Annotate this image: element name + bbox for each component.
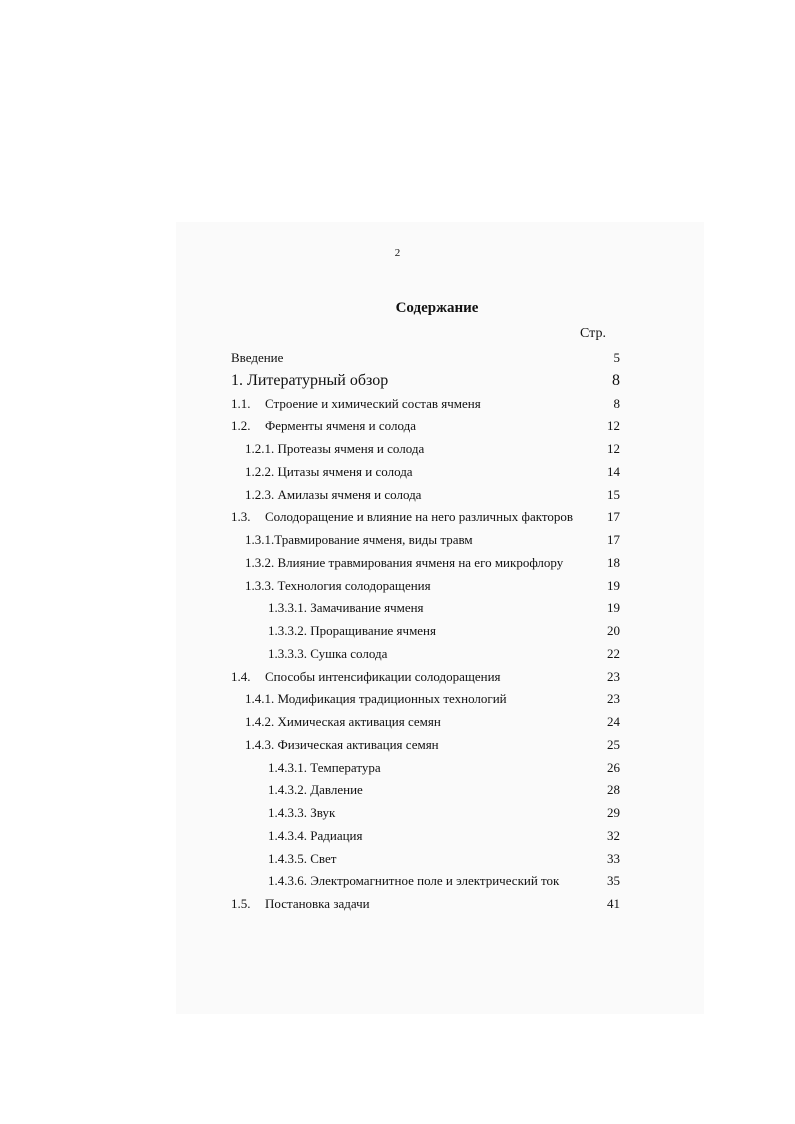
toc-entry-title: 1.4.3.4. Радиация — [268, 827, 363, 843]
toc-entry-page: 18 — [607, 554, 620, 570]
toc-entry-title: Строение и химический состав ячменя — [265, 395, 481, 411]
toc-entry — [0, 621, 795, 641]
toc-entry-title: 1.3.3.2. Проращивание ячменя — [268, 623, 436, 638]
toc-entry-title: Способы интенсификации солодоращения — [265, 668, 501, 684]
toc-entry-page: 22 — [607, 645, 620, 661]
toc-entry — [0, 371, 795, 391]
toc-entry-page: 29 — [607, 805, 620, 820]
toc-entry-title: Введение — [231, 350, 284, 365]
toc-entry-title: 1.4.3.3. Звук — [268, 805, 336, 820]
toc-entry — [0, 667, 795, 687]
toc-entry — [0, 644, 795, 664]
toc-entry-title: 1.4.3.6. Электромагнитное поле и электрический ток — [268, 873, 560, 889]
toc-entry — [0, 735, 795, 755]
toc-entry-title: 1.3.3.1. Замачивание ячменя — [268, 600, 424, 616]
toc-entry-title: 1.4.1. Модификация традиционных технологий — [245, 691, 507, 707]
toc-entry-number: 1.4. — [231, 668, 251, 684]
toc-entry — [0, 394, 795, 414]
toc-entry-page: 23 — [607, 691, 620, 707]
toc-entry-page: 5 — [613, 350, 620, 365]
toc-entry-title: 1.4.3.1. Температура — [268, 759, 381, 775]
toc-entry — [0, 416, 795, 436]
toc-entry-page: 17 — [607, 532, 620, 547]
toc-entry — [0, 348, 795, 368]
toc-entry-page: 26 — [607, 759, 620, 775]
toc-entry-page: 14 — [607, 463, 620, 479]
toc-entry — [0, 894, 795, 914]
toc-entry-page: 12 — [607, 418, 620, 434]
toc-entry-page: 32 — [607, 827, 620, 843]
toc-entry — [0, 780, 795, 800]
toc-entry-number: 1.1. — [231, 395, 251, 411]
toc-entry-page: 19 — [607, 600, 620, 616]
toc-entry-title: 1.3.1.Травмирование ячменя, виды травм — [245, 532, 473, 547]
toc-entry — [0, 871, 795, 891]
toc-entry-page: 8 — [613, 395, 620, 411]
toc-entry-number: 1.2. — [231, 418, 251, 434]
toc-entry-page: 28 — [607, 782, 620, 798]
toc-entry — [0, 849, 795, 869]
toc-entry — [0, 553, 795, 573]
page-title: Содержание — [395, 300, 479, 316]
toc-entry-page: 41 — [607, 896, 620, 911]
toc-entry-title: 1.3.3. Технология солодоращения — [245, 577, 431, 593]
toc-entry-title: 1.2.3. Амилазы ячменя и солода — [245, 486, 422, 502]
toc-entry-title: 1.4.3.5. Свет — [268, 850, 337, 866]
toc-entry-title: 1. Литературный обзор — [231, 371, 389, 389]
toc-entry — [0, 712, 795, 732]
toc-entry-number: 1.3. — [231, 509, 251, 525]
toc-entry-page: 25 — [607, 736, 620, 752]
toc-entry — [0, 689, 795, 709]
toc-entry-page: 8 — [612, 371, 620, 389]
toc-entry-title: 1.2.2. Цитазы ячменя и солода — [245, 463, 413, 479]
toc-entry-title: Постановка задачи — [265, 896, 370, 911]
toc-entry-title: 1.4.3.2. Давление — [268, 782, 363, 798]
page-column-label: Стр. — [580, 326, 606, 341]
toc-entry-page: 20 — [607, 623, 620, 638]
toc-entry — [0, 826, 795, 846]
toc-entry-page: 23 — [607, 668, 620, 684]
toc-entry — [0, 507, 795, 527]
toc-entry — [0, 758, 795, 778]
toc-entry-title: 1.4.2. Химическая активация семян — [245, 714, 441, 729]
toc-entry-page: 33 — [607, 850, 620, 866]
toc-entry — [0, 530, 795, 550]
page-number: 2 — [394, 247, 401, 259]
toc-entry-page: 15 — [607, 486, 620, 502]
toc-entry — [0, 803, 795, 823]
toc-entry-title: Солодоращение и влияние на него различных факторов — [265, 509, 574, 525]
toc-entry-title: Ферменты ячменя и солода — [265, 418, 416, 434]
toc-entry-title: 1.3.3.3. Сушка солода — [268, 645, 388, 661]
toc-entry — [0, 439, 795, 459]
toc-entry — [0, 598, 795, 618]
toc-entry — [0, 462, 795, 482]
toc-entry-page: 35 — [607, 873, 620, 889]
toc-entry — [0, 485, 795, 505]
toc-entry-page: 24 — [607, 714, 620, 729]
toc-entry-page: 17 — [607, 509, 620, 525]
toc-entry-page: 12 — [607, 441, 620, 456]
toc-entry — [0, 576, 795, 596]
toc-entry-page: 19 — [607, 577, 620, 593]
toc-entry-title: 1.3.2. Влияние травмирования ячменя на его микрофлору — [245, 554, 564, 570]
toc-entry-number: 1.5. — [231, 896, 251, 911]
toc-entry-title: 1.4.3. Физическая активация семян — [245, 736, 439, 752]
toc-entry-title: 1.2.1. Протеазы ячменя и солода — [245, 441, 425, 456]
